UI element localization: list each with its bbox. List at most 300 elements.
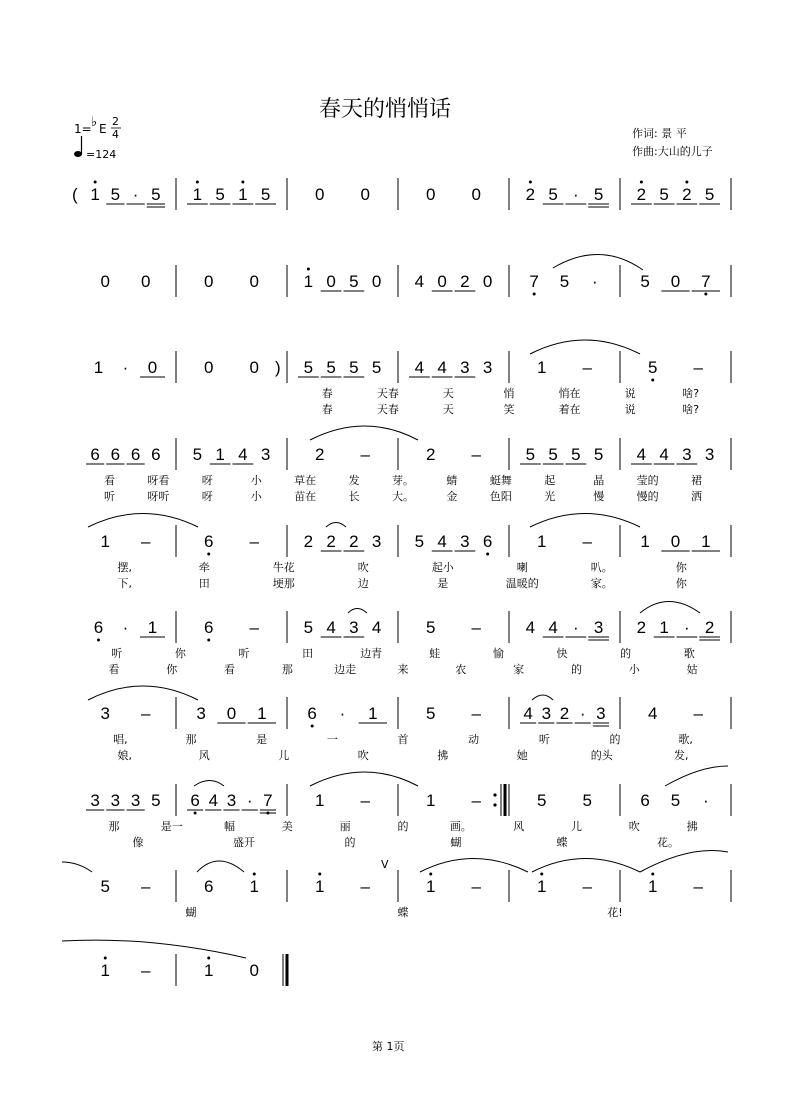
note: 3 <box>110 791 121 810</box>
lyric-syllable: 牛花 <box>272 561 295 574</box>
octave-dot <box>104 957 107 960</box>
note: 1 <box>192 185 203 204</box>
note: 1 <box>93 358 104 377</box>
lyric-syllable: 娘, <box>117 749 132 762</box>
octave-dot <box>640 181 643 184</box>
lyric-syllable: 草在 <box>294 474 317 487</box>
note: 1 <box>257 704 267 723</box>
lyric-syllable: 慢 <box>593 490 605 503</box>
lyric-syllable: 啥? <box>682 387 700 400</box>
note: 1 <box>648 877 658 896</box>
lyric-syllable: 的 <box>397 820 409 833</box>
lyricist-credit: 作词: 景 平 <box>632 127 687 140</box>
lyric-syllable: 小 <box>628 663 640 676</box>
note: 5 <box>670 791 681 810</box>
lyric-syllable: 发, <box>674 749 689 762</box>
note: 5 <box>537 791 547 810</box>
score-row <box>101 870 731 902</box>
time-signature-top: 2 <box>112 115 119 128</box>
note: – <box>249 618 259 637</box>
lyric-syllable: 着在 <box>558 403 581 416</box>
lyric-syllable: 是一 <box>160 820 183 833</box>
note: · <box>132 185 139 204</box>
note: · <box>246 791 253 810</box>
lyric-syllable: 姑 <box>686 663 698 676</box>
lyric-syllable: 埂那 <box>272 577 295 590</box>
note: 6 <box>110 445 121 464</box>
note: – <box>360 791 370 810</box>
octave-dot <box>207 553 210 556</box>
note: 4 <box>437 532 447 551</box>
note: 2 <box>525 185 536 204</box>
lyric-syllable: 她 <box>516 749 528 762</box>
note: · <box>122 618 129 637</box>
lyric-syllable: 丽 <box>339 820 351 833</box>
lyric-syllable: 看 <box>103 474 115 487</box>
note: 0 <box>141 272 151 291</box>
note: 6 <box>190 791 200 810</box>
tempo-value: =124 <box>86 148 117 161</box>
lyric-syllable: 笑 <box>503 403 515 416</box>
note: 5 <box>349 358 359 377</box>
note: 4 <box>636 445 647 464</box>
note: 5 <box>260 185 271 204</box>
octave-dot <box>651 873 654 876</box>
note: 1 <box>426 877 436 896</box>
lyric-syllable: 下, <box>117 577 132 590</box>
note: 4 <box>548 618 558 637</box>
note: 7 <box>701 272 711 291</box>
lyric-syllable: 起 <box>544 474 556 487</box>
note: 6 <box>204 532 214 551</box>
note: 1 <box>90 185 100 204</box>
lyric-syllable: 小 <box>250 474 262 487</box>
octave-dot <box>253 873 256 876</box>
octave-dot <box>486 553 489 556</box>
note: 0 <box>471 185 481 204</box>
lyric-syllable: 幅 <box>224 820 236 833</box>
note: 5 <box>559 272 570 291</box>
note: 0 <box>226 704 237 723</box>
note: 7 <box>263 791 273 810</box>
lyric-syllable: 拂 <box>437 749 449 762</box>
lyric-syllable: 天 <box>442 403 454 416</box>
note: 0 <box>315 185 325 204</box>
note: 1 <box>701 532 711 551</box>
lyric-syllable: 吹 <box>357 561 369 574</box>
note: – <box>141 532 151 551</box>
note: 3 <box>260 445 271 464</box>
note: 4 <box>648 704 658 723</box>
note: 5 <box>426 618 436 637</box>
note: – <box>471 791 481 810</box>
lyric-syllable: 起小 <box>431 561 454 574</box>
score-row <box>101 265 731 297</box>
note: – <box>471 618 481 637</box>
note: 5 <box>326 358 336 377</box>
note: 0 <box>670 532 681 551</box>
lyric-syllable: 蝴 <box>185 906 197 919</box>
flat-sign: ♭ <box>91 115 98 130</box>
time-signature-bottom: 4 <box>112 128 119 141</box>
lyric-syllable: 大。 <box>392 490 414 503</box>
note: 2 <box>303 532 314 551</box>
note: 1 <box>147 618 158 637</box>
note: 2 <box>636 185 647 204</box>
note: 0 <box>204 358 214 377</box>
note: 2 <box>426 445 436 464</box>
note: 6 <box>151 445 161 464</box>
lyric-syllable: 春 <box>321 403 333 416</box>
lyric-syllable: 吹 <box>628 820 640 833</box>
lyric-syllable: 蛙 <box>429 647 441 660</box>
lyric-syllable: 边走 <box>334 663 357 676</box>
note: 5 <box>192 445 203 464</box>
lyric-syllable: 看 <box>108 663 120 676</box>
octave-dot <box>704 293 707 296</box>
lyric-syllable: 蝴 <box>450 836 462 849</box>
lyric-syllable: 光 <box>544 490 556 503</box>
lyric-syllable: 喇 <box>516 561 528 574</box>
lyric-syllable: 悄在 <box>558 387 581 400</box>
lyric-syllable: 吹 <box>357 749 369 762</box>
lyric-syllable: 你 <box>174 647 186 660</box>
note: · <box>702 791 709 810</box>
note: 1 <box>249 877 259 896</box>
lyric-syllable: 歌 <box>683 647 695 660</box>
note: 3 <box>349 618 359 637</box>
note: 6 <box>307 704 317 723</box>
note: 1 <box>537 358 547 377</box>
note: 7 <box>529 272 539 291</box>
lyric-syllable: 你 <box>166 663 178 676</box>
lyric-syllable: 听 <box>538 733 550 746</box>
octave-dot <box>196 181 199 184</box>
note: – <box>141 961 151 980</box>
key-letter: E <box>99 122 107 136</box>
note: 3 <box>460 532 470 551</box>
note: 2 <box>460 272 470 291</box>
note: 5 <box>582 791 592 810</box>
note: 0 <box>371 272 382 291</box>
lyric-syllable: 家。 <box>590 577 613 590</box>
lyric-syllable: 的头 <box>590 749 613 762</box>
lyric-syllable: 发 <box>348 474 360 487</box>
note: 3 <box>100 704 110 723</box>
note: 1 <box>238 185 248 204</box>
lyric-syllable: 那 <box>185 733 197 746</box>
note: 4 <box>238 445 248 464</box>
note: – <box>141 877 151 896</box>
note: 6 <box>90 445 100 464</box>
lyric-syllable: 风 <box>513 820 525 833</box>
lyric-syllable: 农 <box>455 663 467 676</box>
note: 2 <box>682 185 692 204</box>
note: 3 <box>593 618 604 637</box>
lyric-syllable: 一 <box>326 733 338 746</box>
note: 5 <box>548 185 558 204</box>
note: 0 <box>249 272 259 291</box>
lyric-syllable: 色阳 <box>489 490 512 503</box>
octave-dot <box>540 873 543 876</box>
lyric-syllable: 风 <box>198 749 210 762</box>
lyric-syllable: 叭。 <box>590 561 613 574</box>
note: – <box>471 877 481 896</box>
note: 4 <box>326 618 336 637</box>
lyric-syllable: 的 <box>620 647 632 660</box>
score-row <box>86 438 731 470</box>
lyric-syllable: 像 <box>132 836 144 849</box>
lyric-syllable: 听 <box>238 647 250 660</box>
note: 4 <box>525 618 536 637</box>
lyric-syllable: 边青 <box>360 647 383 660</box>
note: 3 <box>704 445 715 464</box>
note: 0 <box>100 272 110 291</box>
lyric-syllable: 唱, <box>113 733 128 746</box>
lyric-syllable: 悄 <box>503 387 515 400</box>
note: 0 <box>249 358 259 377</box>
lyric-syllable: 儿 <box>570 820 582 833</box>
note: 3 <box>596 704 606 723</box>
note: · <box>579 704 586 723</box>
note: – <box>693 704 703 723</box>
note: 6 <box>93 618 104 637</box>
octave-dot <box>533 293 536 296</box>
note: 3 <box>482 358 493 377</box>
lyric-syllable: 苗在 <box>294 490 317 503</box>
score-row <box>101 697 731 729</box>
note: 3 <box>226 791 237 810</box>
lyric-syllable: 盛开 <box>233 836 255 849</box>
lyric-syllable: 温暖的 <box>505 577 539 590</box>
lyric-syllable: 听 <box>103 490 115 503</box>
lyric-syllable: 长 <box>348 490 360 503</box>
score-row <box>94 611 731 643</box>
octave-dot <box>97 639 100 642</box>
note: 5 <box>303 358 314 377</box>
note: – <box>582 877 592 896</box>
repeat-dot <box>493 793 496 796</box>
note: 4 <box>414 272 425 291</box>
lyric-syllable: 首 <box>397 733 409 746</box>
note: 3 <box>541 704 552 723</box>
note: 6 <box>130 445 141 464</box>
note: 1 <box>315 791 325 810</box>
note: 3 <box>371 532 382 551</box>
note: 5 <box>100 877 110 896</box>
lyric-syllable: 洒 <box>691 490 703 503</box>
note: 1 <box>100 532 110 551</box>
note: 1 <box>659 618 669 637</box>
lyric-syllable: 裙 <box>691 474 703 487</box>
note: – <box>471 445 481 464</box>
left-parenthesis: ( <box>72 185 78 204</box>
note: 0 <box>437 272 447 291</box>
lyric-syllable: 花! <box>607 906 623 919</box>
note: 0 <box>426 185 436 204</box>
note: 1 <box>368 704 378 723</box>
note: – <box>693 877 703 896</box>
page-number: 第 1页 <box>372 1040 405 1053</box>
lyric-syllable: 拂 <box>686 820 698 833</box>
lyric-syllable: 快 <box>556 647 568 660</box>
note: 4 <box>523 704 533 723</box>
note: 1 <box>100 961 110 980</box>
lyric-syllable: 愉 <box>492 647 504 660</box>
tempo-marking <box>74 136 116 161</box>
lyric-syllable: 啥? <box>682 403 700 416</box>
lyric-syllable: 呀看 <box>147 474 170 487</box>
note: – <box>582 532 592 551</box>
note: 4 <box>437 358 447 377</box>
note: · <box>339 704 346 723</box>
note: 6 <box>482 532 493 551</box>
note: 2 <box>704 618 715 637</box>
note: – <box>582 358 592 377</box>
note: · <box>122 358 129 377</box>
lyric-syllable: 春 <box>321 387 333 400</box>
note: 5 <box>371 358 382 377</box>
lyric-syllable: 天春 <box>376 387 399 400</box>
composer-credit: 作曲:大山的儿子 <box>632 145 713 158</box>
lyric-syllable: 来 <box>397 663 409 676</box>
octave-dot <box>529 181 532 184</box>
note: – <box>471 704 481 723</box>
lyric-syllable: 画。 <box>449 820 472 833</box>
note: 3 <box>90 791 100 810</box>
lyric-syllable: 田 <box>198 577 210 590</box>
lyric-syllable: 蜻 <box>446 474 458 487</box>
note: 1 <box>426 791 436 810</box>
lyric-syllable: 天春 <box>376 403 399 416</box>
note: 4 <box>371 618 382 637</box>
score-row <box>94 351 731 383</box>
lyric-syllable: 歌, <box>678 733 693 746</box>
note: 5 <box>593 185 604 204</box>
note: 5 <box>548 445 558 464</box>
note: 3 <box>196 704 206 723</box>
lyric-syllable: 小 <box>250 490 262 503</box>
lyric-syllable: 蜓舞 <box>489 474 512 487</box>
note: 5 <box>215 185 225 204</box>
note: – <box>249 532 259 551</box>
lyric-syllable: 你 <box>675 577 687 590</box>
note: 1 <box>537 532 547 551</box>
note: 5 <box>303 618 314 637</box>
right-parenthesis: ) <box>275 358 281 377</box>
lyric-syllable: 莹的 <box>636 474 659 487</box>
lyric-syllable: 呀听 <box>147 490 170 503</box>
note: 3 <box>682 445 692 464</box>
note: 1 <box>315 877 325 896</box>
lyric-syllable: 的 <box>609 733 621 746</box>
note: · <box>684 618 690 637</box>
octave-dot <box>318 873 321 876</box>
note: 5 <box>110 185 121 204</box>
note: 0 <box>482 272 493 291</box>
score-row <box>101 954 287 986</box>
lyric-syllable: 家 <box>513 663 525 676</box>
note: · <box>591 272 598 291</box>
lyric-syllable: 田 <box>302 647 314 660</box>
note: 5 <box>349 272 359 291</box>
quarter-note-icon <box>74 151 82 157</box>
note: 0 <box>147 358 158 377</box>
lyric-syllable: 说 <box>624 403 636 416</box>
lyric-syllable: 边 <box>357 577 369 590</box>
note: 5 <box>525 445 536 464</box>
note: – <box>360 877 370 896</box>
note: 5 <box>659 185 669 204</box>
lyric-syllable: 的 <box>570 663 582 676</box>
note: 6 <box>204 618 214 637</box>
note: 2 <box>326 532 336 551</box>
note: 2 <box>349 532 359 551</box>
note: 6 <box>640 791 650 810</box>
note: 4 <box>208 791 219 810</box>
score-row <box>86 784 731 816</box>
octave-dot <box>311 725 314 728</box>
repeat-dot <box>493 803 496 806</box>
lyric-syllable: 花。 <box>657 836 679 849</box>
lyric-syllable: 是 <box>437 577 449 590</box>
lyric-syllable: 美 <box>281 820 293 833</box>
note: 5 <box>648 358 658 377</box>
note: 0 <box>360 185 370 204</box>
lyric-syllable: 蝶 <box>397 906 409 919</box>
note: 1 <box>640 532 650 551</box>
octave-dot <box>429 873 432 876</box>
note: 5 <box>571 445 581 464</box>
note: 5 <box>593 445 604 464</box>
note: 1 <box>537 877 547 896</box>
song-title: 春天的悄悄话 <box>318 97 452 122</box>
lyric-syllable: 是 <box>256 733 268 746</box>
lyric-syllable: 天 <box>442 387 454 400</box>
lyric-syllable: 蝶 <box>556 836 568 849</box>
lyric-syllable: 你 <box>675 561 687 574</box>
lyric-syllable: 说 <box>624 387 636 400</box>
note: 0 <box>326 272 336 291</box>
lyric-syllable: 晶 <box>593 474 605 487</box>
octave-dot <box>194 812 197 815</box>
note: 5 <box>426 704 436 723</box>
lyric-syllable: 的 <box>344 836 356 849</box>
octave-dot <box>207 639 210 642</box>
note: 5 <box>640 272 650 291</box>
note: 6 <box>204 877 214 896</box>
note: 3 <box>130 791 141 810</box>
lyric-syllable: 摆, <box>117 561 132 574</box>
lyric-syllable: 动 <box>468 733 480 746</box>
note: 2 <box>559 704 570 723</box>
note: 2 <box>636 618 647 637</box>
note: 1 <box>303 272 314 291</box>
note: 5 <box>151 791 161 810</box>
note: – <box>141 704 151 723</box>
note: – <box>360 445 370 464</box>
octave-dot <box>651 379 654 382</box>
lyric-syllable: 呀 <box>201 474 213 487</box>
slurs <box>62 254 728 958</box>
octave-dot <box>307 268 310 271</box>
breath-mark: V <box>381 858 389 871</box>
note: 5 <box>704 185 715 204</box>
lyric-syllable: 那 <box>281 663 293 676</box>
note: 0 <box>204 272 214 291</box>
lyric-syllable: 儿 <box>278 749 290 762</box>
octave-dot <box>241 181 244 184</box>
